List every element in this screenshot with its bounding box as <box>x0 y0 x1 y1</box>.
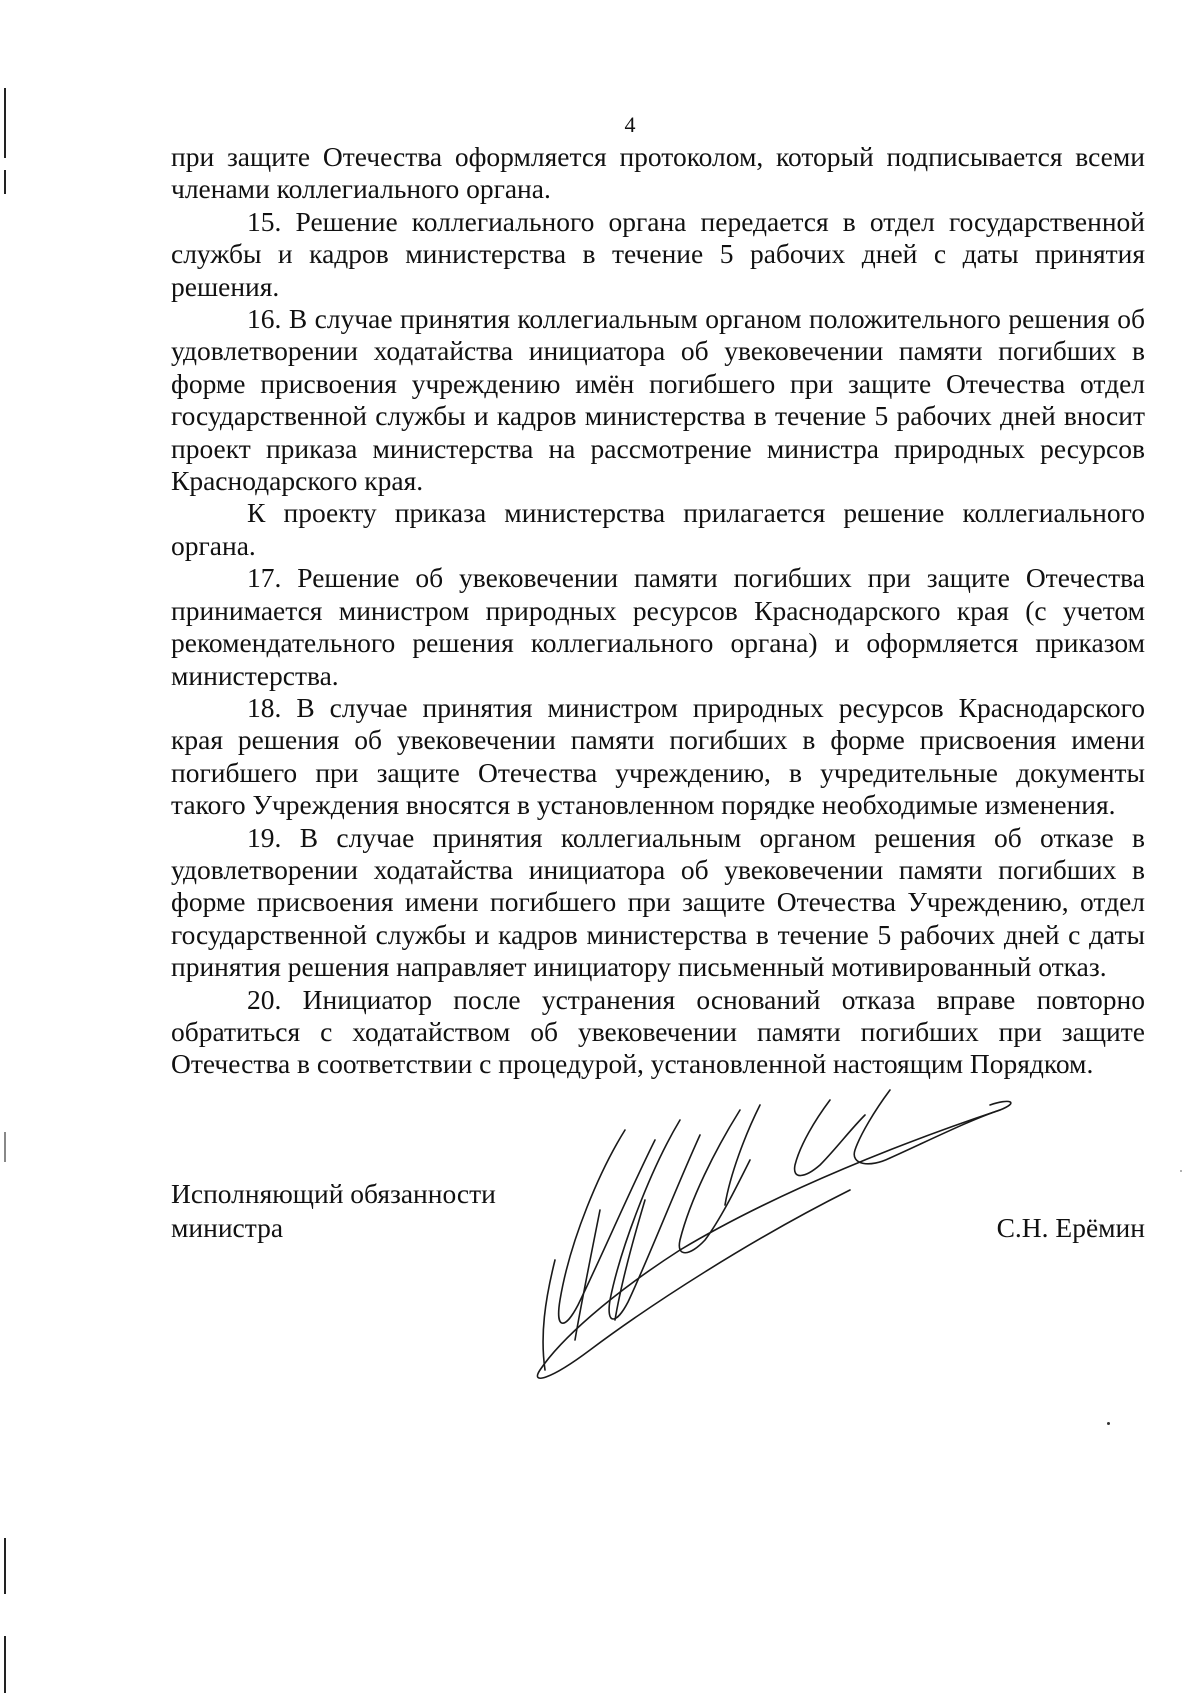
scan-margin-mark <box>4 1636 6 1693</box>
paragraph-item-19: 19. В случае принятия коллегиальным органом решения об отказе в удовлетворении ходатайства инициатора об увековечении памяти погибших в форме присвоения имени погибшего при защите Отечества Учреждению, отдел государственной службы и кадров министерства в течение 5 рабочих дней с даты принятия решения направляет инициатору письменный мотивированный отказ. <box>171 821 1145 983</box>
scan-margin-mark <box>4 1538 6 1594</box>
signatory-position-line2: министра <box>171 1212 284 1243</box>
page-number: 4 <box>624 112 636 137</box>
paragraph-item-15: 15. Решение коллегиального органа передается в отдел государственной службы и кадров министерства в течение 5 рабочих дней с даты принятия решения. <box>171 205 1145 302</box>
scan-margin-mark <box>4 170 6 194</box>
scan-speck <box>1107 1422 1110 1425</box>
signatory-position-line1: Исполняющий обязанности <box>171 1178 496 1209</box>
scan-speck <box>1180 1170 1182 1172</box>
document-body <box>171 141 1145 1081</box>
paragraph-item-17: 17. Решение об увековечении памяти погибших при защите Отечества принимается министром природных ресурсов Краснодарского края (с учетом рекомендательного решения коллегиального органа) и оформляется приказом министерства. <box>171 562 1145 691</box>
scan-margin-mark <box>4 1132 6 1162</box>
paragraph-item-18: 18. В случае принятия министром природных ресурсов Краснодарского края решения об увековечении памяти погибших в форме присвоения имени погибшего при защите Отечества учреждению, в учредительные документы такого Учреждения вносятся в установленном порядке необходимые изменения. <box>171 691 1145 821</box>
signatory-position <box>171 1177 496 1245</box>
signatory-name: С.Н. Ерёмин <box>996 1212 1145 1243</box>
paragraph-item-20: 20. Инициатор после устранения оснований отказа вправе повторно обратиться с ходатайством об увековечении памяти погибших при защите Отечества в соответствии с процедурой, установленной настоящим Порядком. <box>171 983 1145 1080</box>
paragraph-item-16: 16. В случае принятия коллегиальным органом положительного решения об удовлетворении ходатайства инициатора об увековечении памяти погибших в форме присвоения учреждению имён погибшего при защите Отечества отдел государственной службы и кадров министерства в течение 5 рабочих дней вносит проект приказа министерства на рассмотрение министра природных ресурсов Краснодарского края. <box>171 303 1145 497</box>
paragraph-continuation: при защите Отечества оформляется протоколом, который подписывается всеми членами коллегиального органа. <box>171 141 1145 205</box>
handwritten-signature <box>530 1080 1070 1400</box>
paragraph-attachment-note: К проекту приказа министерства прилагается решение коллегиального органа. <box>171 497 1145 561</box>
